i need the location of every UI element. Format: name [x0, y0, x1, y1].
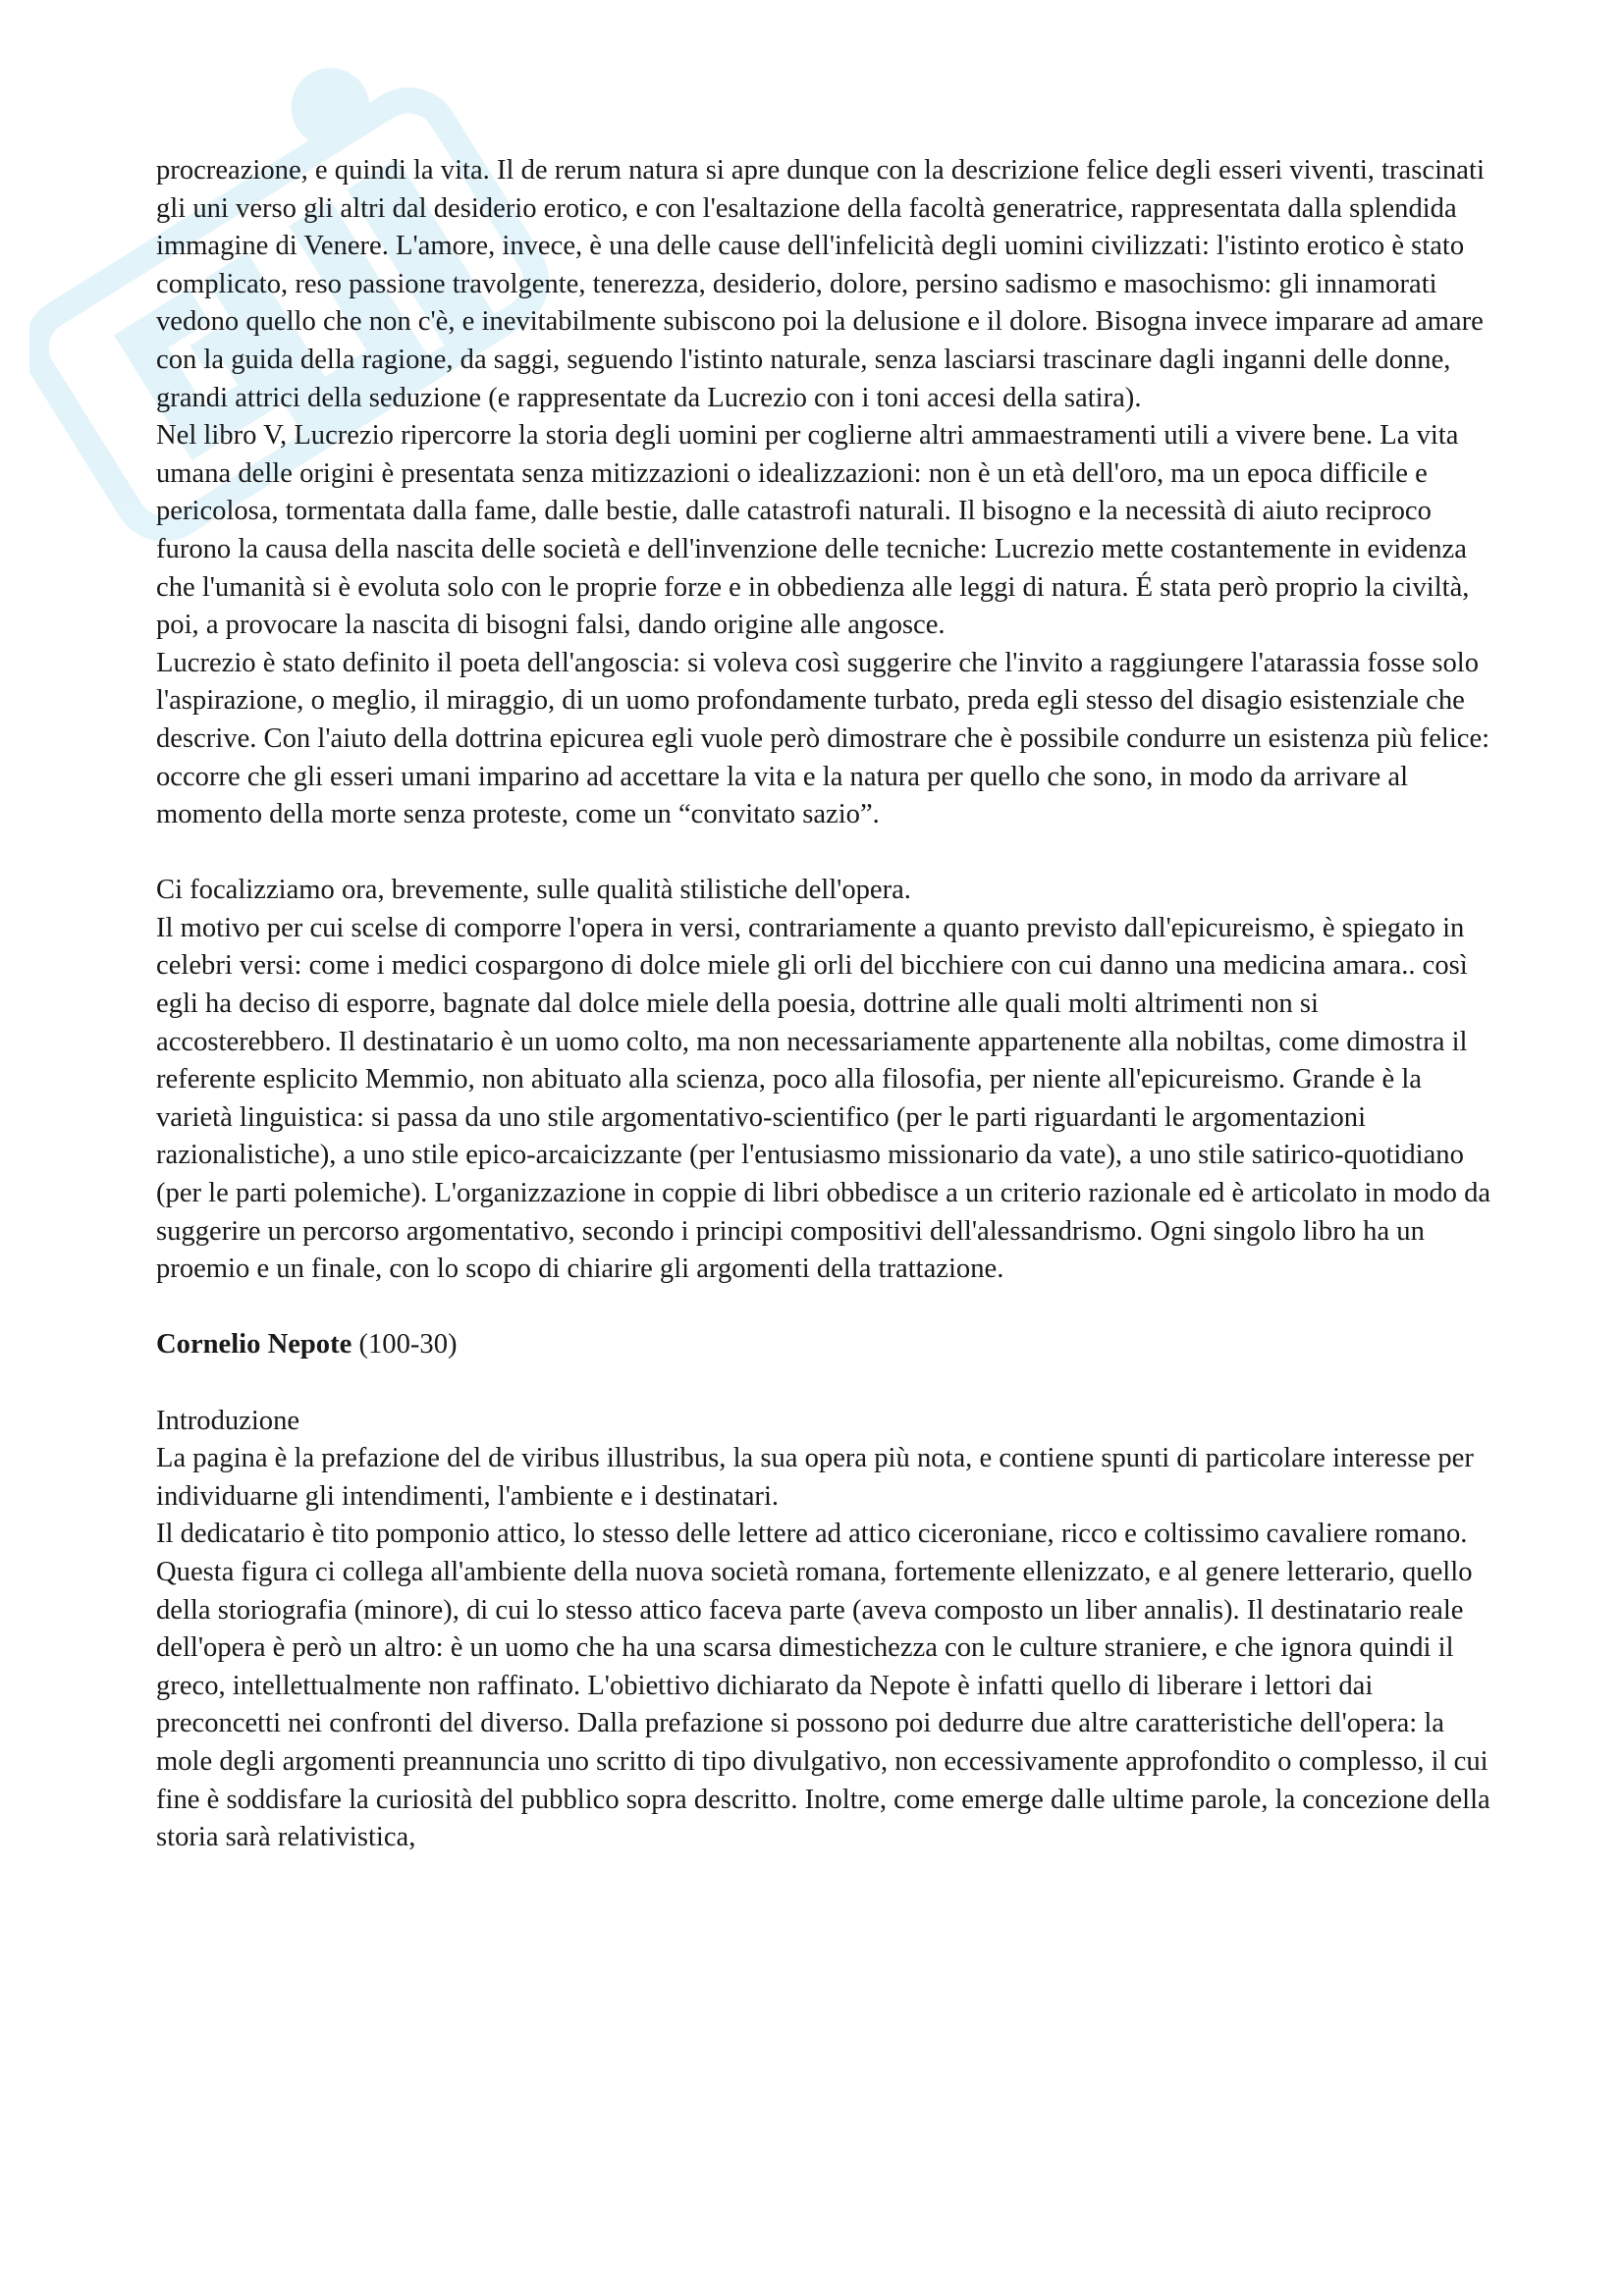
- paragraph-dedicatario: Il dedicatario è tito pomponio attico, lo stesso delle lettere ad attico ciceroniane, ricco e coltissimo cavaliere romano. Questa figura ci collega all'ambiente della nuova società romana, fortemente ellenizzato, e al genere letterario, quello della storiografia (minore), di cui lo stesso attico faceva parte (aveva composto un liber annalis). Il destinatario reale dell'opera è però un altro: è un uomo che ha una scarsa dimestichezza con le culture straniere, e che ignora quindi il greco, intellettualmente non raffinato. L'obiettivo dichiarato da Nepote è infatti quello di liberare i lettori dai preconcetti nei confronti del diverso. Dalla prefazione si possono poi dedurre due altre caratteristiche dell'opera: la mole degli argomenti preannuncia uno scritto di tipo divulgativo, non eccessivamente approfondito o complesso, il cui fine è soddisfare la curiosità del pubblico sopra descritto. Inoltre, come emerge dalle ultime parole, la concezione della storia sarà relativistica,: [156, 1519, 1490, 1853]
- blank-line: [156, 1289, 1491, 1327]
- paragraph-prefazione: La pagina è la prefazione del de viribus illustribus, la sua opera più nota, e contiene spunti di particolare interesse per individuarne gli intendimenti, l'ambiente e i destinatari.: [156, 1443, 1474, 1512]
- paragraph-angoscia: Lucrezio è stato definito il poeta dell'angoscia: si voleva così suggerire che l'invito a raggiungere l'atarassia fosse solo l'aspirazione, o meglio, il miraggio, di un uomo profondamente turbato, preda egli stesso del disagio esistenziale che descrive. Con l'aiuto della dottrina epicurea egli vuole però dimostrare che è possibile condurre un esistenza più felice: occorre che gli esseri umani imparino ad accettare la vita e la natura per quello che sono, in modo da arrivare al momento della morte senza proteste, come un “convitato sazio”.: [156, 647, 1490, 830]
- document-body: [156, 152, 1491, 1857]
- author-name: Cornelio Nepote: [156, 1329, 352, 1361]
- paragraph-stile-intro: Ci focalizziamo ora, brevemente, sulle qualità stilistiche dell'opera.: [156, 875, 911, 906]
- section-heading: [156, 1326, 1491, 1364]
- watermark-dot: [276, 53, 384, 161]
- paragraph-stile: Il motivo per cui scelse di comporre l'opera in versi, contrariamente a quanto previsto dall'epicureismo, è spiegato in celebri versi: come i medici cospargono di dolce miele gli orli del bicchiere con cui danno una medicina amara.. così egli ha deciso di esporre, bagnate dal dolce miele della poesia, dottrine alle quali molti altrimenti non si accosterebbero. Il destinatario è un uomo colto, ma non necessariamente appartenente alla nobiltas, come dimostra il referente esplicito Memmio, non abituato alla scienza, poco alla filosofia, per niente all'epicureismo. Grande è la varietà linguistica: si passa da uno stile argomentativo-scientifico (per le parti riguardanti le argomentazioni razionalistiche), a uno stile epico-arcaicizzante (per l'entusiasmo missionario da vate), a uno stile satirico-quotidiano (per le parti polemiche). L'organizzazione in coppie di libri obbedisce a un criterio razionale ed è articolato in modo da suggerire un percorso argomentativo, secondo i principi compositivi dell'alessandrismo. Ogni singolo libro ha un proemio e un finale, con lo scopo di chiarire gli argomenti della trattazione.: [156, 912, 1491, 1285]
- paragraph-venere: procreazione, e quindi la vita. Il de rerum natura si apre dunque con la descrizione felice degli esseri viventi, trascinati gli uni verso gli altri dal desiderio erotico, e con l'esaltazione della facoltà generatrice, rappresentata dalla splendida immagine di Venere. L'amore, invece, è una delle cause dell'infelicità degli uomini civilizzati: l'istinto erotico è stato complicato, reso passione travolgente, tenerezza, desiderio, dolore, persino sadismo e masochismo: gli innamorati vedono quello che non c'è, e inevitabilmente subiscono poi la delusione e il dolore. Bisogna invece imparare ad amare con la guida della ragione, da saggi, seguendo l'istinto naturale, senza lasciarsi trascinare dagli inganni delle donne, grandi attrici della seduzione (e rappresentate da Lucrezio con i toni accesi della satira).: [156, 155, 1485, 413]
- blank-line: [156, 1364, 1491, 1403]
- paragraph-libro-v: Nel libro V, Lucrezio ripercorre la storia degli uomini per coglierne altri ammaestramenti utili a vivere bene. La vita umana delle origini è presentata senza mitizzazioni o idealizzazioni: non è un età dell'oro, ma un epoca difficile e pericolosa, tormentata dalla fame, dalle bestie, dalle catastrofi naturali. Il bisogno e la necessità di aiuto reciproco furono la causa della nascita delle società e dell'invenzione delle tecniche: Lucrezio mette costantemente in evidenza che l'umanità si è evoluta solo con le proprie forze e in obbedienza alle leggi di natura. É stata però proprio la civiltà, poi, a provocare la nascita di bisogni falsi, dando origine alle angosce.: [156, 420, 1470, 641]
- blank-line: [156, 834, 1491, 873]
- subheading-introduzione: Introduzione: [156, 1405, 300, 1436]
- author-dates: (100-30): [352, 1329, 458, 1361]
